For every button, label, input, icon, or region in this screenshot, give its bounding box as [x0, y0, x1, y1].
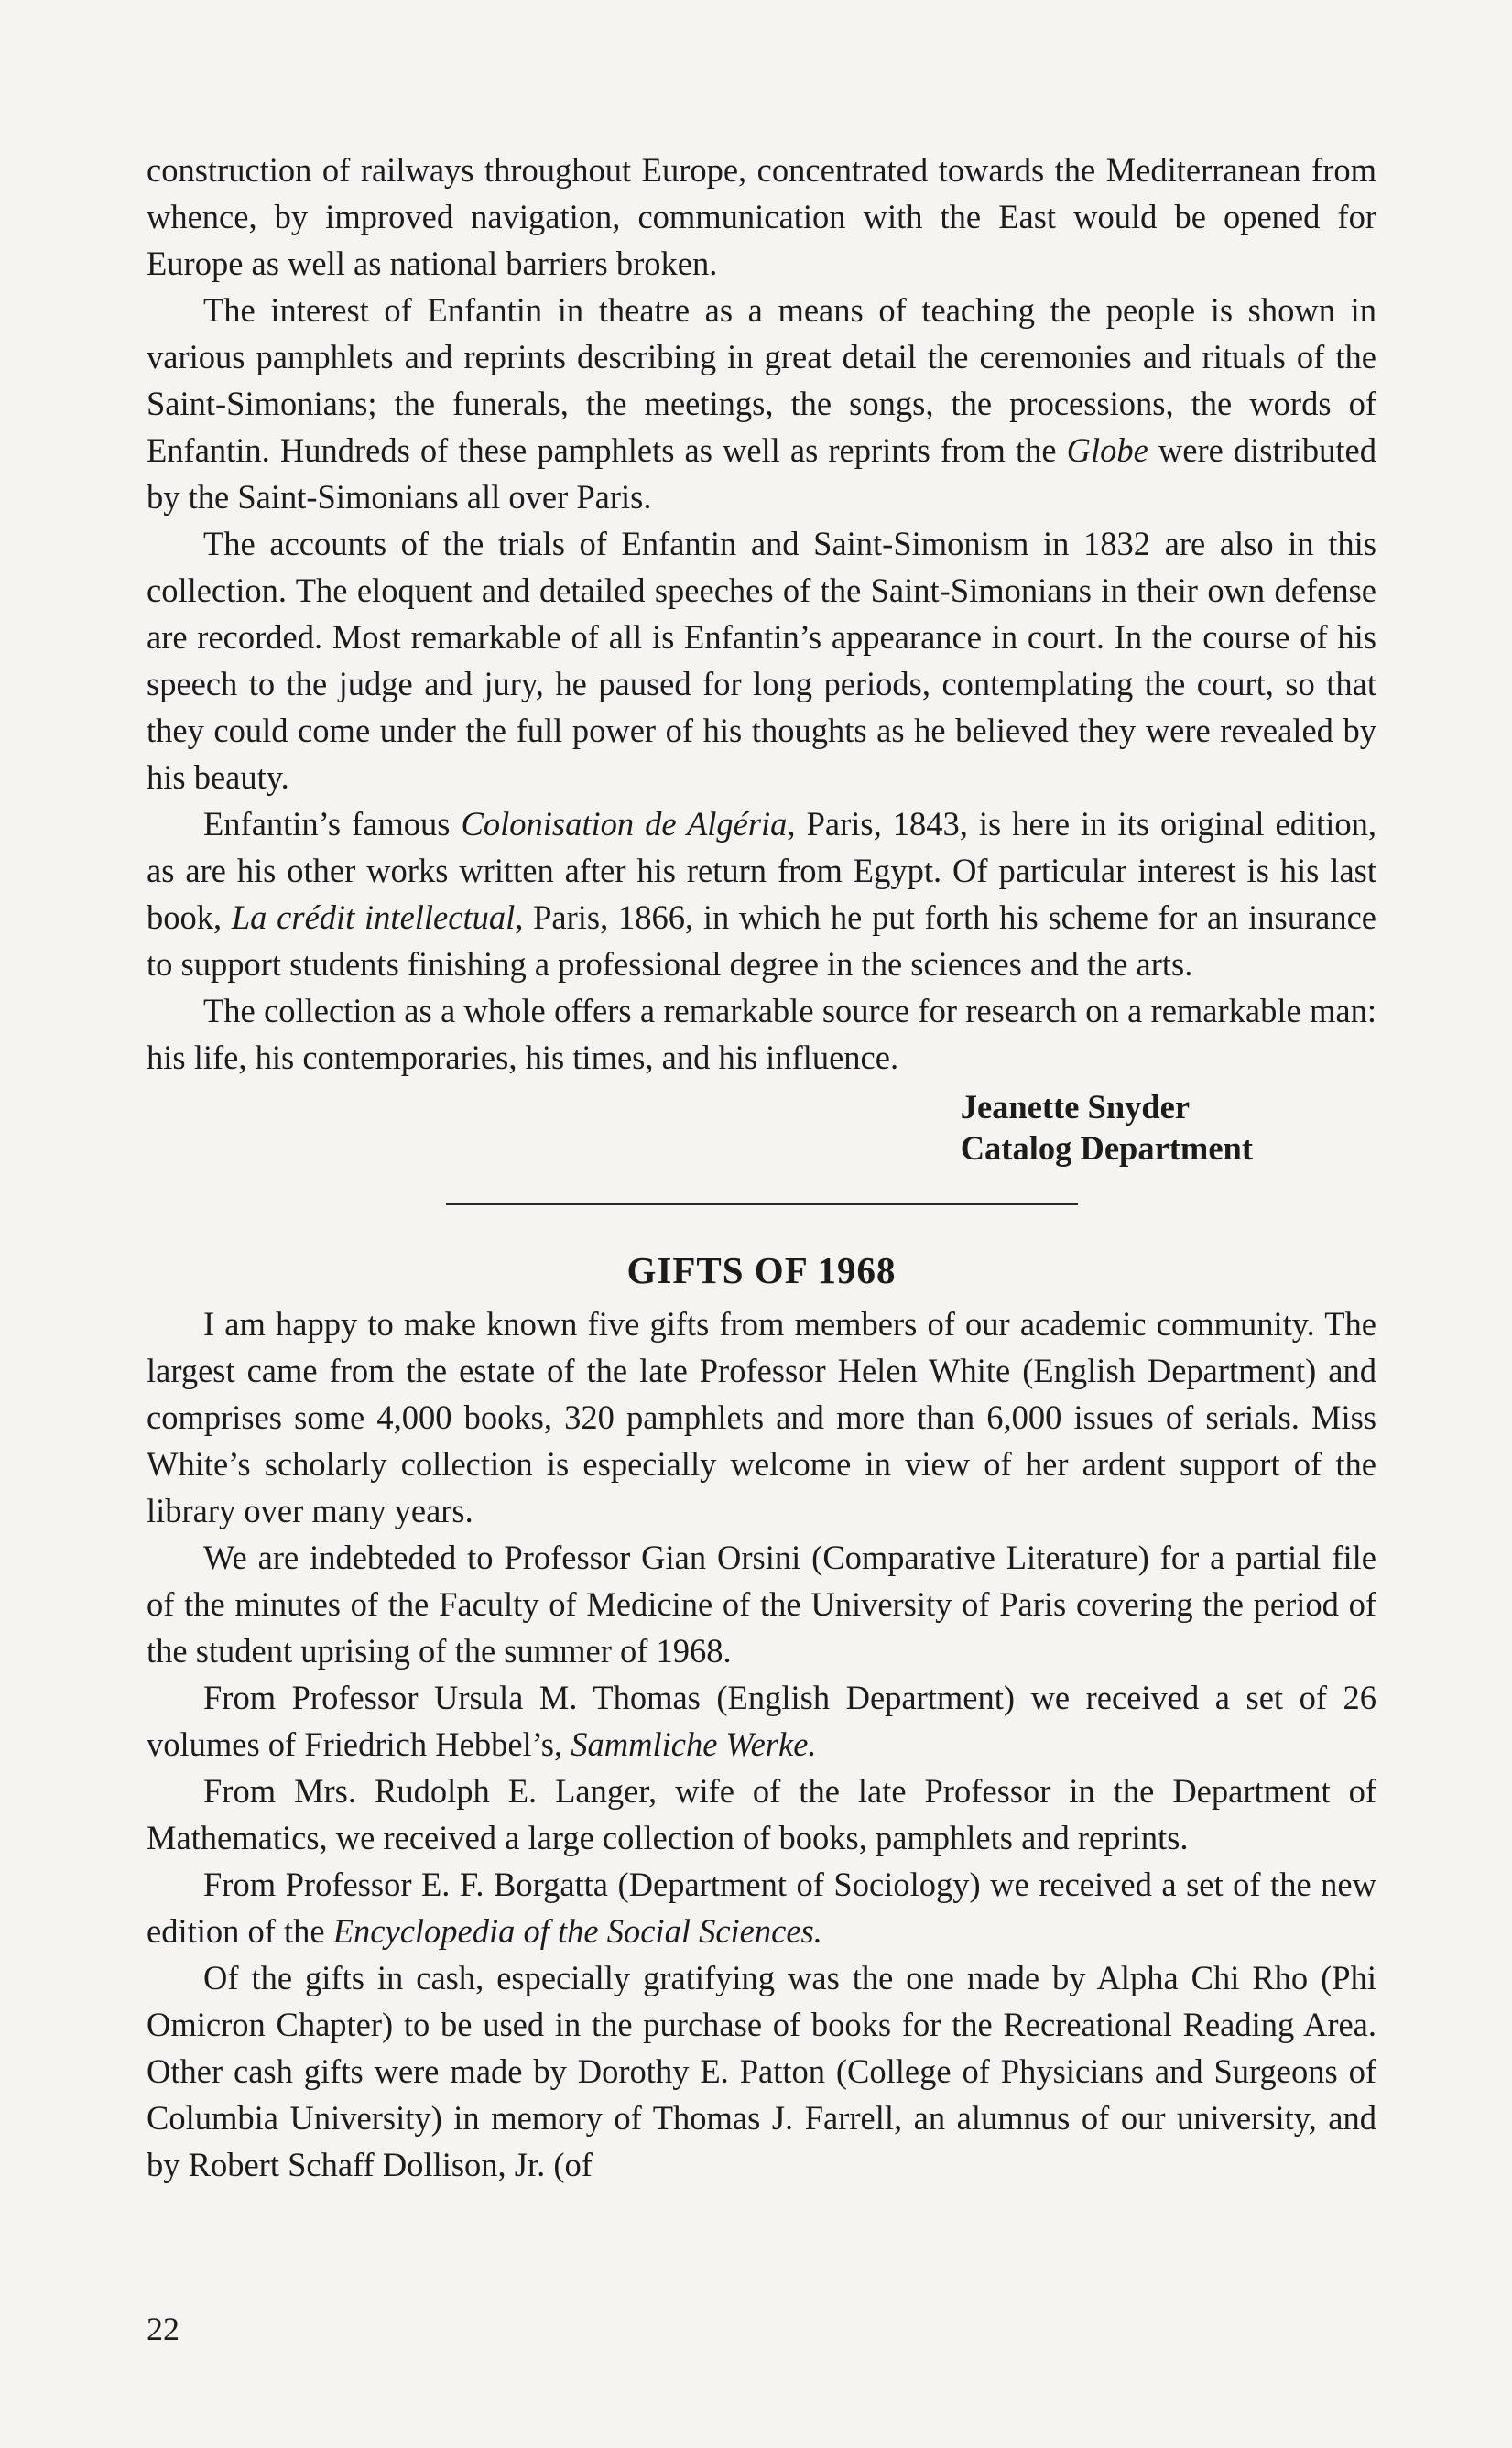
hebbel-title: Sammliche Werke.	[571, 1725, 817, 1763]
paragraph-conclusion: The collection as a whole offers a remarkable source for research on a remarkable man: his life, his contemporaries, his times, and his influence.	[147, 992, 1376, 1076]
page-number: 22	[147, 2311, 179, 2347]
signature-department: Catalog Department	[960, 1129, 1253, 1167]
paragraph-gift-thomas	[147, 1674, 1376, 1768]
paragraph-gift-borgatta-text: From Professor E. F. Borgatta (Department of Sociology) we received a set of the new edition of the	[147, 1866, 1376, 1950]
paragraph-theatre-text: The interest of Enfantin in theatre as a means of teaching the people is shown in various pamphlets and reprints describing in great detail the ceremonies and rituals of the Saint-Simonians; the funerals, the meetings, the songs, the processions, the words of Enfantin. Hundreds of these pamphlets as well as reprints from the	[147, 291, 1376, 469]
paragraph-works-text: Enfantin’s famous	[203, 805, 462, 843]
paragraph-railways: construction of railways throughout Europe, concentrated towards the Mediterranean from whence, by improved navigation, communication with the East would be opened for Europe as well as national barriers broken.	[147, 151, 1376, 282]
paragraph-trials: The accounts of the trials of Enfantin and Saint-Simonism in 1832 are also in this collection. The eloquent and detailed speeches of the Saint-Simonians in their own defense are recorded. Most remarkable of all is Enfantin’s appearance in court. In the course of his speech to the judge and jury, he paused for long periods, contemplating the court, so that they could come under the full power of his thoughts as he believed they were revealed by his beauty.	[147, 525, 1376, 796]
colonisation-title: Colonisation de Algéria,	[461, 805, 796, 843]
paragraph-works-text-end: Paris, 1866, in which he put forth his scheme for an insurance to support students finishing a professional degree in the sciences and the arts.	[147, 898, 1376, 983]
section-title: GIFTS OF 1968	[626, 1249, 897, 1291]
signature-name: Jeanette Snyder	[960, 1088, 1191, 1126]
section-divider	[446, 1203, 1078, 1205]
paragraph-gift-thomas-text: From Professor Ursula M. Thomas (English Department) we received a set of 26 volumes of Friedrich Hebbel’s,	[147, 1679, 1376, 1763]
page-body	[147, 147, 1376, 2188]
credit-title: La crédit intellectual,	[231, 898, 524, 936]
paragraph-gifts-cash: Of the gifts in cash, especially gratifying was the one made by Alpha Chi Rho (Phi Omicron Chapter) to be used in the purchase of books for the Recreational Reading Area. Other cash gifts were made by Dorothy E. Patton (College of Physicians and Surgeons of Columbia University) in memory of Thomas J. Farrell, an alumnus of our university, and by Robert Schaff Dollison, Jr. (of	[147, 1959, 1376, 2183]
signature-block	[147, 1086, 1376, 1169]
globe-title: Globe	[1066, 431, 1148, 469]
paragraph-gift-langer: From Mrs. Rudolph E. Langer, wife of the late Professor in the Department of Mathematics, we received a large collection of books, pamphlets and reprints.	[147, 1772, 1376, 1856]
paragraph-theatre-text-end: were distributed by the Saint-Simonians all over Paris.	[147, 431, 1377, 516]
paragraph-works	[147, 800, 1376, 987]
paragraph-gift-borgatta	[147, 1861, 1376, 1954]
paragraph-theatre	[147, 287, 1376, 520]
paragraph-gift-orsini: We are indebteded to Professor Gian Orsini (Comparative Literature) for a partial file of the minutes of the Faculty of Medicine of the University of Paris covering the period of the student uprising of the summer of 1968.	[147, 1539, 1376, 1670]
encyclopedia-title: Encyclopedia of the Social Sciences.	[332, 1912, 822, 1950]
paragraph-gifts-intro: I am happy to make known five gifts from members of our academic community. The largest came from the estate of the late Professor Helen White (English Department) and comprises some 4,000 books, 320 pamphlets and more than 6,000 issues of serials. Miss White’s scholarly collection is especially welcome in view of her ardent support of the library over many years.	[147, 1305, 1376, 1529]
paragraph-works-text-mid: Paris, 1843, is here in its original edition, as are his other works written after his return from Egypt. Of particular interest is his last book,	[147, 805, 1376, 936]
